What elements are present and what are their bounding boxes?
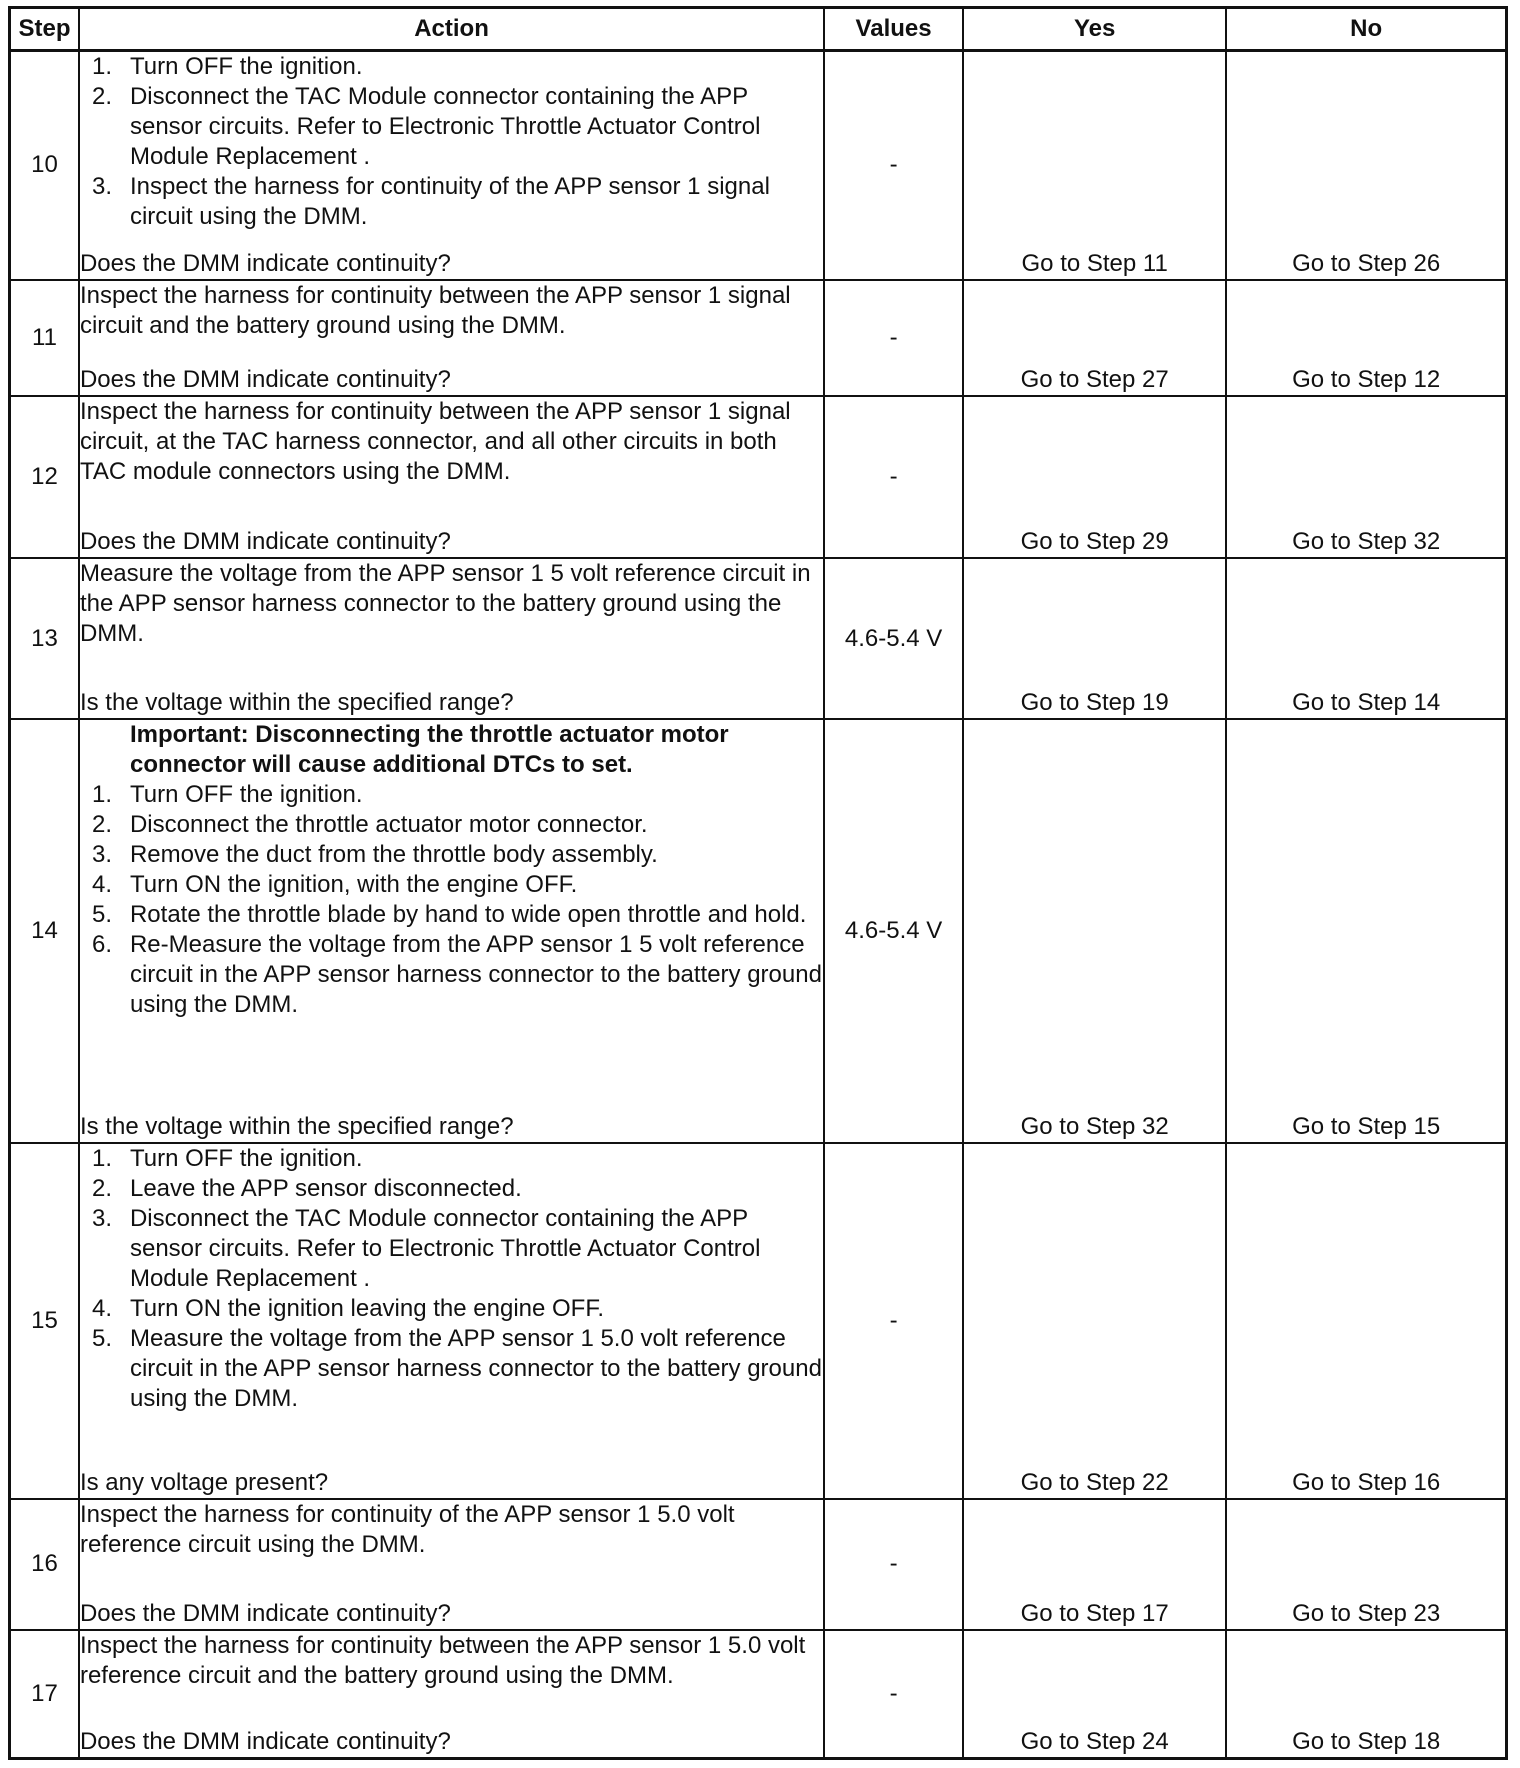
values-cell: 4.6-5.4 V (824, 558, 963, 720)
step-number: 10 (10, 51, 79, 280)
header-yes: Yes (963, 8, 1226, 51)
action-question: Does the DMM indicate continuity? (79, 366, 451, 394)
table-row (10, 1630, 1507, 1759)
yes-link: Go to Step 11 (963, 51, 1226, 280)
action-step: 4. Turn ON the ignition leaving the engine OFF. (91, 1294, 605, 1322)
yes-link: Go to Step 24 (963, 1630, 1226, 1759)
table-row (10, 1499, 1507, 1630)
action-step: 2. Leave the APP sensor disconnected. (91, 1174, 522, 1202)
step-number: 16 (10, 1499, 79, 1630)
diagnostic-table (8, 6, 1508, 1760)
header-values: Values (824, 8, 963, 51)
values-cell: 4.6-5.4 V (824, 719, 963, 1142)
action-text: Measure the voltage from the APP sensor 1 5 volt reference circuit in the APP sensor harness connector to the battery ground using the DMM. (79, 559, 811, 647)
action-steps (80, 780, 823, 1020)
yes-link: Go to Step 17 (963, 1499, 1226, 1630)
yes-link: Go to Step 19 (963, 558, 1226, 720)
yes-link: Go to Step 27 (963, 280, 1226, 397)
values-cell: - (824, 51, 963, 280)
action-cell (79, 280, 824, 397)
header-row (10, 8, 1507, 51)
important-note: Important: Disconnecting the throttle actuator motor connector will cause additional DTCs to set. (129, 721, 729, 779)
table-row (10, 719, 1507, 1142)
action-step: 3. Remove the duct from the throttle body assembly. (91, 841, 658, 869)
action-question: Is the voltage within the specified range? (79, 689, 514, 717)
step-number: 14 (10, 719, 79, 1142)
no-link: Go to Step 12 (1226, 280, 1506, 397)
values-cell: - (824, 280, 963, 397)
action-cell (79, 1143, 824, 1499)
table-row (10, 558, 1507, 720)
no-link: Go to Step 32 (1226, 396, 1506, 558)
no-link: Go to Step 26 (1226, 51, 1506, 280)
action-step: 3. Disconnect the TAC Module connector containing the APP sensor circuits. Refer to Electronic Throttle Actuator Control Module Replacement . (91, 1204, 761, 1292)
no-link: Go to Step 23 (1226, 1499, 1506, 1630)
action-text: Inspect the harness for continuity of the APP sensor 1 5.0 volt reference circuit using the DMM. (79, 1500, 735, 1558)
step-number: 17 (10, 1630, 79, 1759)
header-no: No (1226, 8, 1506, 51)
step-number: 11 (10, 280, 79, 397)
action-cell (79, 719, 824, 1142)
action-cell (79, 51, 824, 280)
no-link: Go to Step 15 (1226, 719, 1506, 1142)
action-cell (79, 558, 824, 720)
action-steps (80, 1144, 823, 1460)
values-cell: - (824, 396, 963, 558)
step-number: 12 (10, 396, 79, 558)
values-cell: - (824, 1630, 963, 1759)
table-row (10, 1143, 1507, 1499)
action-question: Is the voltage within the specified range? (79, 1112, 514, 1140)
header-action: Action (79, 8, 824, 51)
action-step: 1. Turn OFF the ignition. (91, 781, 363, 809)
action-step: 1. Turn OFF the ignition. (91, 53, 363, 80)
no-link: Go to Step 14 (1226, 558, 1506, 720)
yes-link: Go to Step 32 (963, 719, 1226, 1142)
action-cell (79, 396, 824, 558)
table-row (10, 51, 1507, 280)
action-step: 2. Disconnect the TAC Module connector containing the APP sensor circuits. Refer to Electronic Throttle Actuator Control Module Replacement . (91, 83, 761, 170)
no-link: Go to Step 16 (1226, 1143, 1506, 1499)
no-link: Go to Step 18 (1226, 1630, 1506, 1759)
action-question: Does the DMM indicate continuity? (79, 527, 451, 555)
table-row (10, 396, 1507, 558)
action-step: 1. Turn OFF the ignition. (91, 1144, 363, 1172)
step-number: 13 (10, 558, 79, 720)
action-text: Inspect the harness for continuity between the APP sensor 1 signal circuit, at the TAC harness connector, and all other circuits in both TAC module connectors using the DMM. (79, 398, 791, 486)
action-step: 2. Disconnect the throttle actuator motor connector. (91, 811, 648, 839)
action-cell (79, 1630, 824, 1759)
action-question: Does the DMM indicate continuity? (79, 249, 451, 277)
yes-link: Go to Step 22 (963, 1143, 1226, 1499)
action-step: 3. Inspect the harness for continuity of the APP sensor 1 signal circuit using the DMM. (91, 173, 770, 230)
action-text: Inspect the harness for continuity between the APP sensor 1 signal circuit and the battery ground using the DMM. (79, 281, 791, 339)
action-step: 4. Turn ON the ignition, with the engine OFF. (91, 871, 578, 899)
action-question: Is any voltage present? (79, 1468, 329, 1496)
yes-link: Go to Step 29 (963, 396, 1226, 558)
table-row (10, 280, 1507, 397)
action-step: 5. Measure the voltage from the APP sensor 1 5.0 volt reference circuit in the APP sensor harness connector to the battery ground using the DMM. (91, 1324, 822, 1412)
step-number: 15 (10, 1143, 79, 1499)
action-step: 6. Re-Measure the voltage from the APP sensor 1 5 volt reference circuit in the APP sensor harness connector to the battery ground using the DMM. (91, 931, 822, 1019)
action-text: Inspect the harness for continuity between the APP sensor 1 5.0 volt reference circuit and the battery ground using the DMM. (79, 1631, 806, 1689)
action-steps (80, 52, 823, 241)
action-step: 5. Rotate the throttle blade by hand to wide open throttle and hold. (91, 901, 807, 929)
action-question: Does the DMM indicate continuity? (79, 1728, 451, 1755)
action-cell (79, 1499, 824, 1630)
values-cell: - (824, 1143, 963, 1499)
action-question: Does the DMM indicate continuity? (79, 1599, 451, 1627)
header-step: Step (10, 8, 79, 51)
values-cell: - (824, 1499, 963, 1630)
